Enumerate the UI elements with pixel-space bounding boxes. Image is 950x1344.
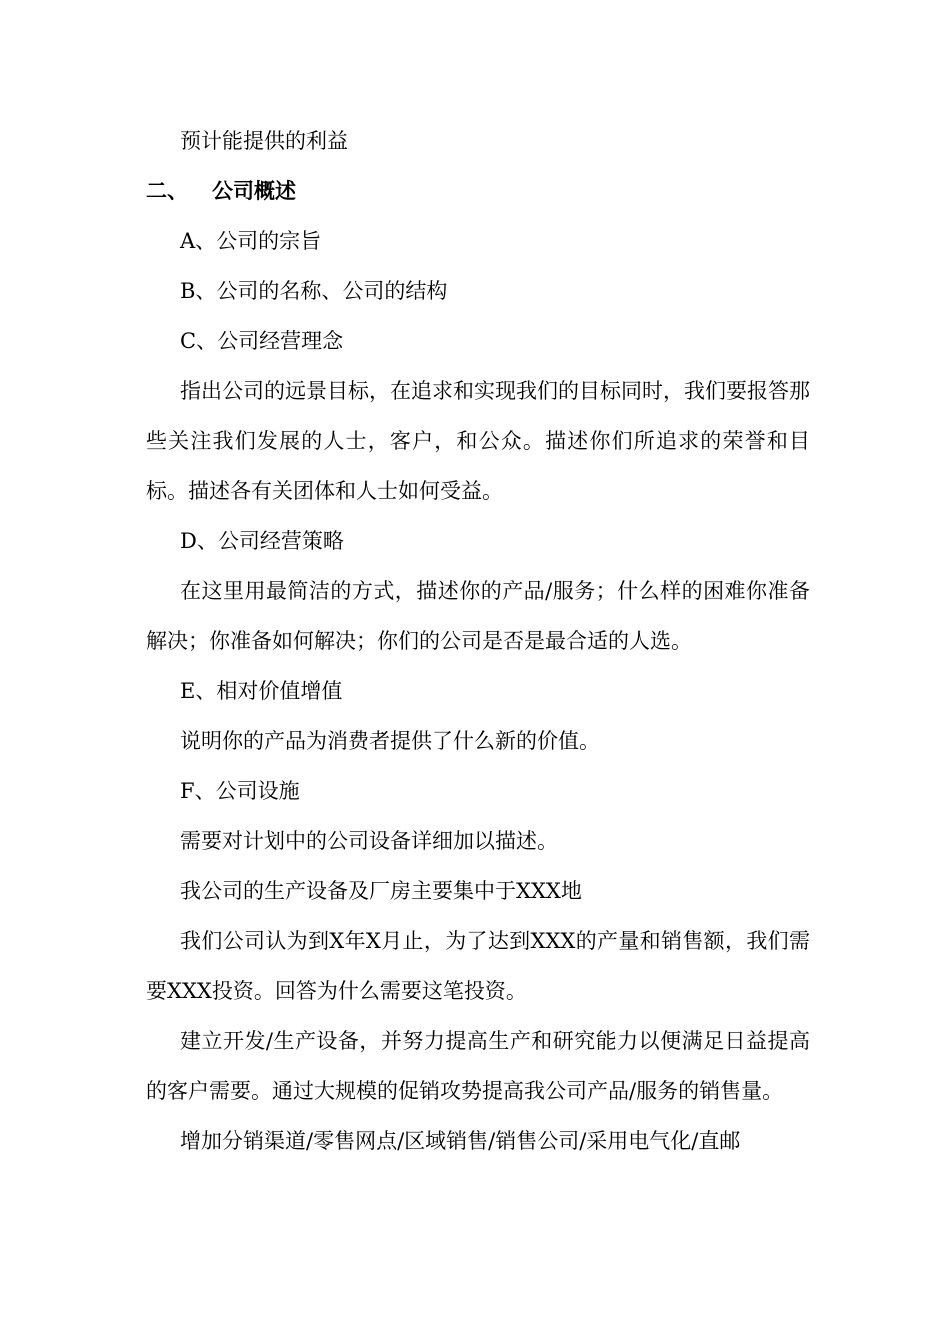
paragraph-value-added: 说明你的产品为消费者提供了什么新的价值。 — [180, 729, 600, 753]
section-heading — [146, 166, 810, 216]
item-philosophy: C、公司经营理念 — [180, 329, 344, 353]
item-strategy: D、公司经营策略 — [180, 529, 344, 553]
document-body — [146, 116, 810, 1166]
paragraph-philosophy: 指出公司的远景目标，在追求和实现我们的目标同时，我们要报答那些关注我们发展的人士，客户，和公众。描述你们所追求的荣誉和目标。描述各有关团体和人士如何受益。 — [146, 379, 810, 503]
paragraph-strategy: 在这里用最简洁的方式，描述你的产品/服务；什么样的困难你准备解决；你准备如何解决；你们的公司是否是最合适的人选。 — [146, 579, 810, 653]
paragraph-distribution: 增加分销渠道/零售网点/区域销售/销售公司/采用电气化/直邮 — [180, 1129, 741, 1153]
item-purpose: A、公司的宗旨 — [180, 229, 322, 253]
intro-line: 预计能提供的利益 — [180, 129, 348, 153]
section-title: 公司概述 — [212, 179, 296, 203]
paragraph-investment: 我们公司认为到X年X月止，为了达到XXX的产量和销售额，我们需要XXX投资。回答为什么需要这笔投资。 — [146, 929, 810, 1003]
section-number: 二、 — [146, 179, 188, 203]
paragraph-facilities: 需要对计划中的公司设备详细加以描述。 — [180, 829, 558, 853]
item-name-structure: B、公司的名称、公司的结构 — [180, 279, 448, 303]
paragraph-development: 建立开发/生产设备，并努力提高生产和研究能力以便满足日益提高的客户需要。通过大规模的促销攻势提高我公司产品/服务的销售量。 — [146, 1029, 810, 1103]
item-value-added: E、相对价值增值 — [180, 679, 343, 703]
paragraph-location: 我公司的生产设备及厂房主要集中于XXX地 — [180, 879, 582, 903]
item-facilities: F、公司设施 — [180, 779, 300, 803]
